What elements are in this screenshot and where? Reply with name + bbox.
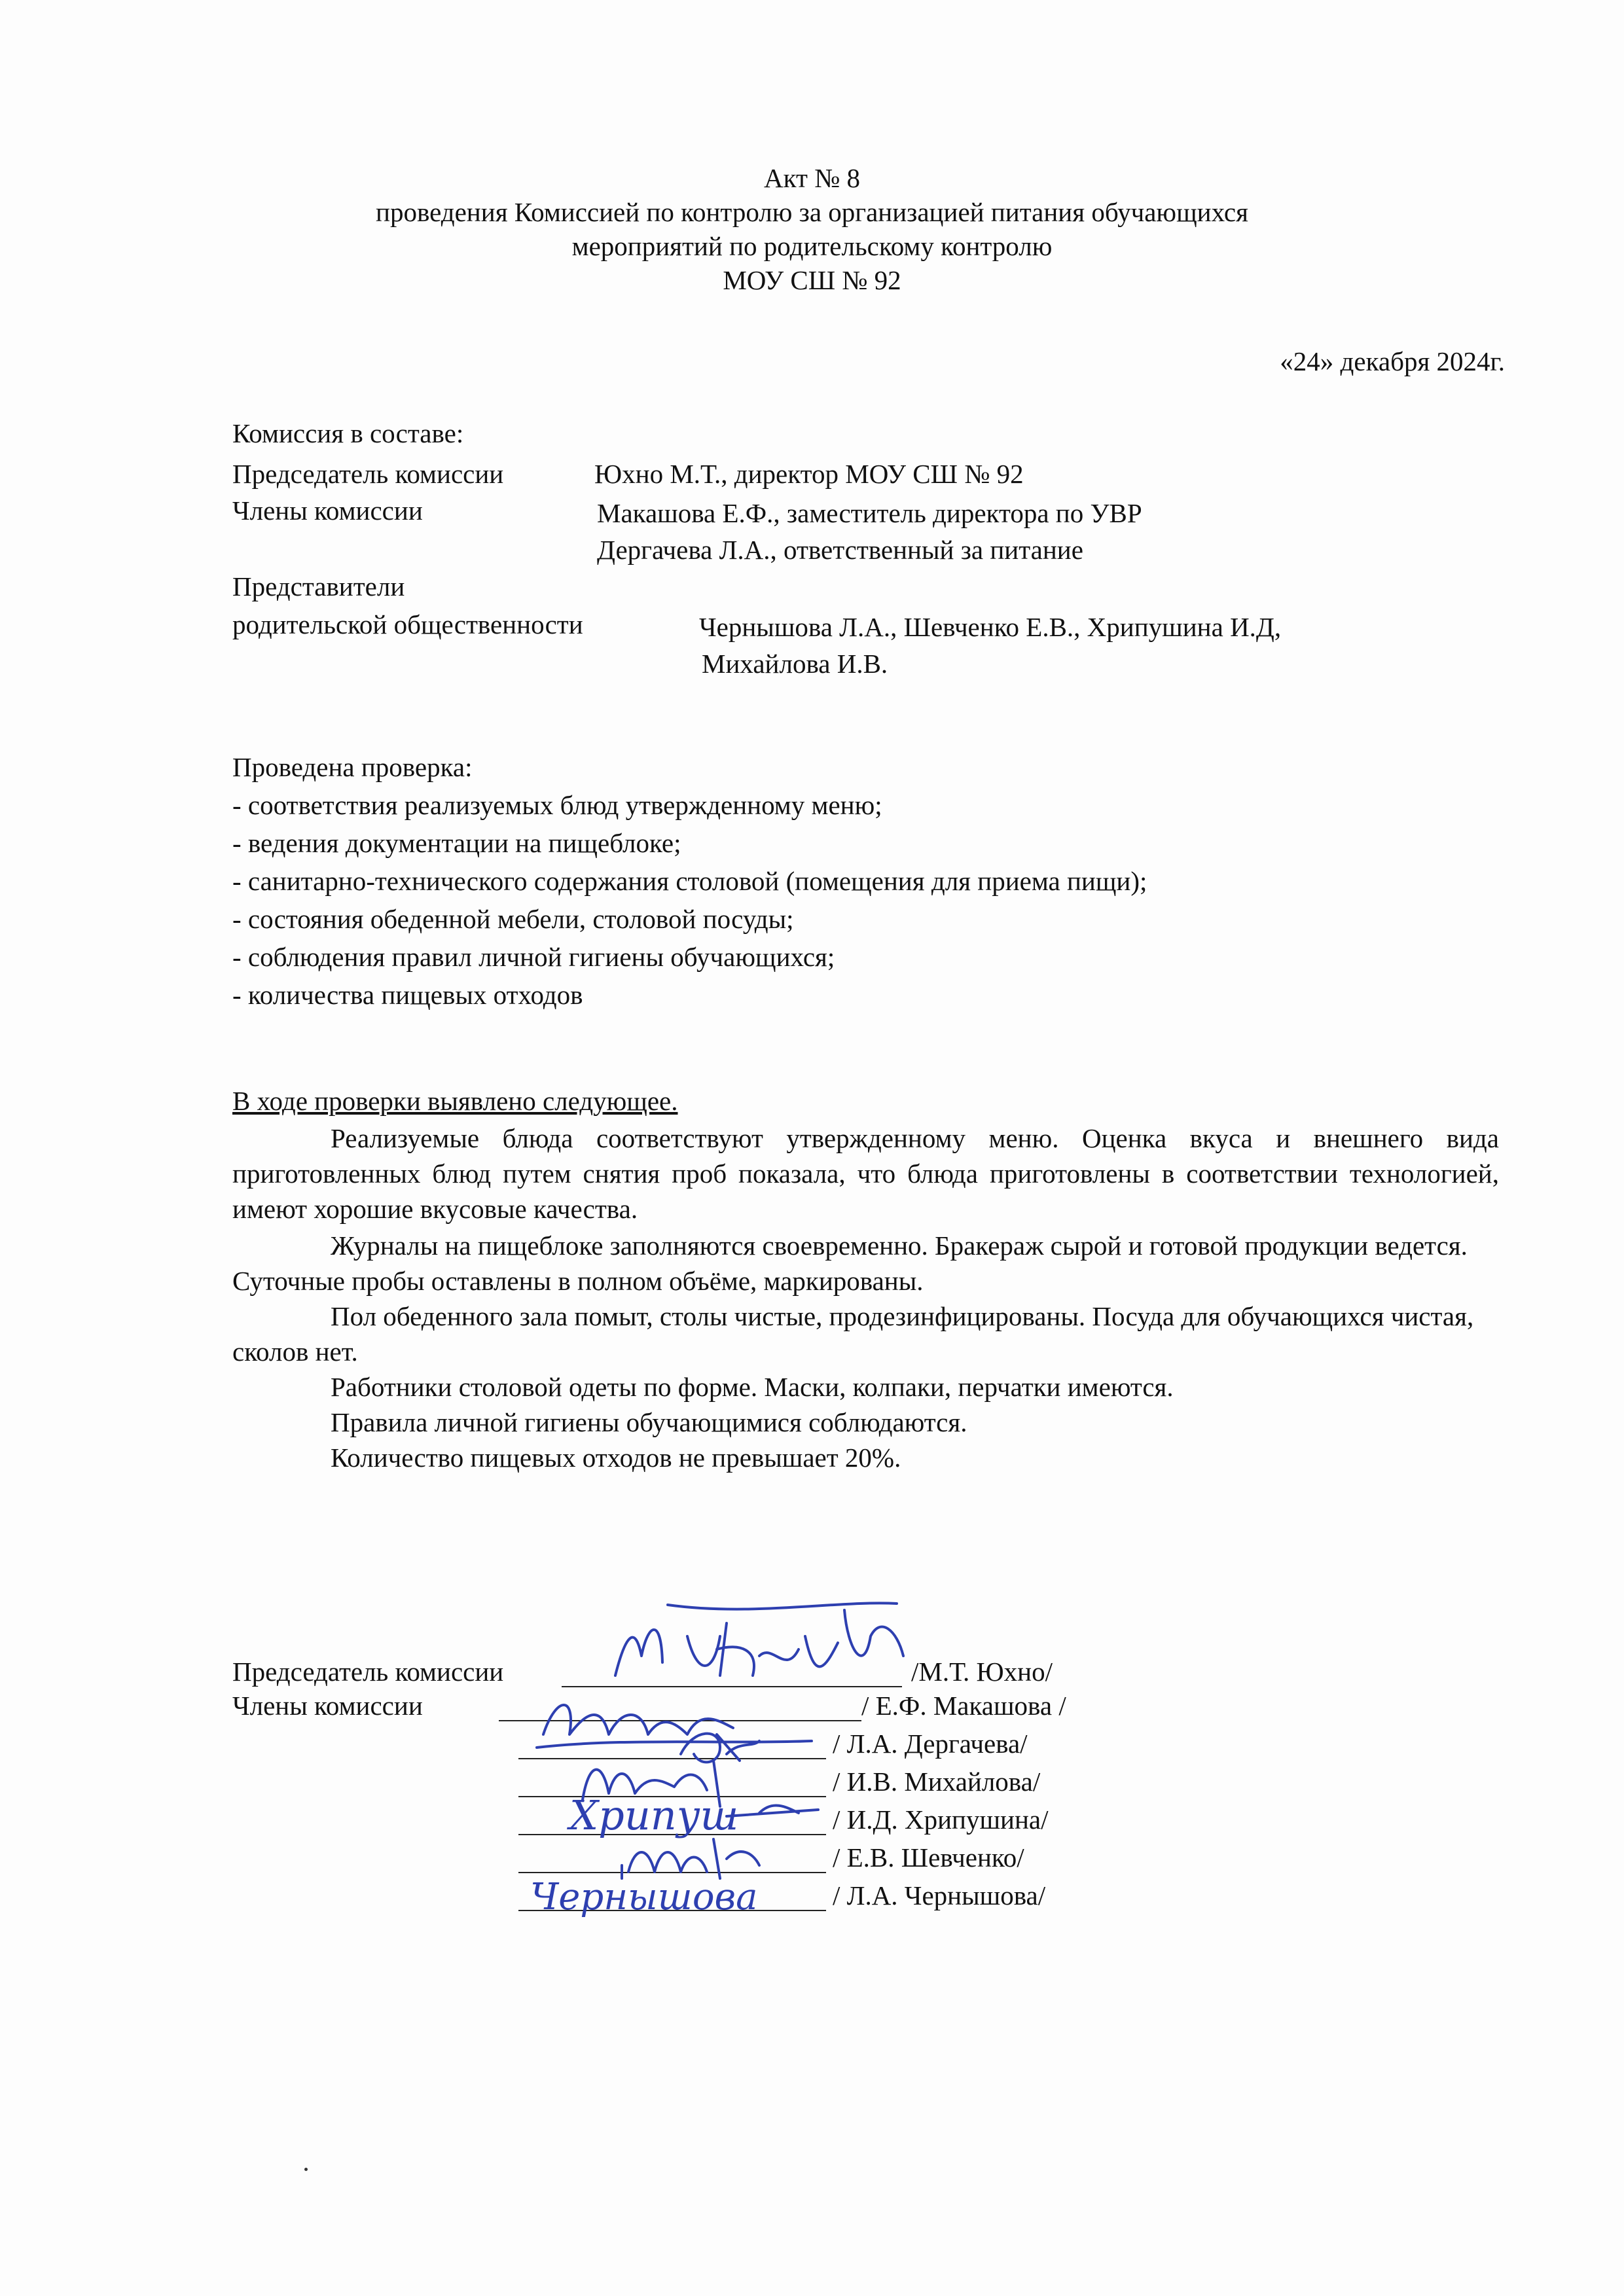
- signature-name: / Е.Ф. Макашова /: [861, 1691, 1066, 1721]
- check-intro: Проведена проверка:: [232, 752, 473, 782]
- check-item: - количества пищевых отходов: [232, 980, 583, 1010]
- signature-name: / И.Д. Хрипушина/: [833, 1804, 1049, 1835]
- members-label: Члены комиссии: [232, 495, 423, 526]
- findings-paragraph: Реализуемые блюда соответствуют утвержденному меню. Оценка вкуса и внешнего вида приготовленных блюд путем снятия проб показала, что блюда приготовлены в соответствии технологией, имеют хорошие вкусовые качества.: [232, 1123, 1499, 1224]
- check-item: - санитарно-технического содержания столовой (помещения для приема пищи);: [232, 866, 1147, 896]
- signature-name: / И.В. Михайлова/: [833, 1767, 1041, 1797]
- signature-chair-handwritten: [589, 1597, 929, 1695]
- check-item: - соблюдения правил личной гигиены обучающихся;: [232, 942, 835, 972]
- signature-name: / Е.В. Шевченко/: [833, 1842, 1024, 1873]
- signature-hripushina-text: Хрипуш: [569, 1791, 739, 1839]
- signature-chair-label: Председатель комиссии: [232, 1657, 504, 1687]
- representatives-value-1: Чернышова Л.А., Шевченко Е.В., Хрипушина И.Д,: [699, 612, 1282, 642]
- signature-members-label: Члены комиссии: [232, 1691, 423, 1721]
- findings-paragraph: Работники столовой одеты по форме. Маски, колпаки, перчатки имеются.: [331, 1372, 1174, 1402]
- findings-paragraph: Пол обеденного зала помыт, столы чистые, продезинфицированы. Посуда для обучающихся чистая, сколов нет.: [232, 1301, 1474, 1367]
- member-1: Макашова Е.Ф., заместитель директора по УВР: [597, 498, 1142, 528]
- chair-value: Юхно М.Т., директор МОУ СШ № 92: [594, 459, 1024, 489]
- findings-paragraph: Правила личной гигиены обучающимися соблюдаются.: [331, 1407, 967, 1437]
- findings-paragraph: Журналы на пищеблоке заполняются своевременно. Бракераж сырой и готовой продукции ведется. Суточные пробы оставлены в полном объёме, маркированы.: [232, 1230, 1468, 1296]
- commission-intro: Комиссия в составе:: [232, 418, 464, 448]
- act-subtitle-line1: проведения Комиссией по контролю за организацией питания обучающихся: [376, 197, 1248, 227]
- act-subtitle-line2: мероприятий по родительскому контролю: [571, 231, 1053, 261]
- representatives-label-1: Представители: [232, 571, 405, 601]
- signature-chernyshova-handwritten: [524, 1869, 812, 1928]
- check-item: - ведения документации на пищеблоке;: [232, 828, 681, 858]
- chair-label: Председатель комиссии: [232, 459, 504, 489]
- signature-name: /М.Т. Юхно/: [911, 1657, 1053, 1687]
- school-name: МОУ СШ № 92: [723, 265, 901, 295]
- findings-heading: В ходе проверки выявлено следующее.: [232, 1086, 678, 1116]
- signature-name: / Л.А. Чернышова/: [833, 1880, 1046, 1910]
- findings-paragraph: Количество пищевых отходов не превышает 20%.: [331, 1443, 901, 1473]
- act-title: Акт № 8: [763, 163, 861, 193]
- signature-name: / Л.А. Дергачева/: [833, 1729, 1028, 1759]
- signature-chernyshova-text: Чернышова: [530, 1876, 758, 1918]
- scan-speck: [304, 2168, 308, 2171]
- member-2: Дергачева Л.А., ответственный за питание: [597, 535, 1083, 565]
- act-date: «24» декабря 2024г.: [1280, 346, 1505, 376]
- check-item: - соответствия реализуемых блюд утвержденному меню;: [232, 790, 882, 820]
- representatives-label-2: родительской общественности: [232, 609, 583, 639]
- check-item: - состояния обеденной мебели, столовой посуды;: [232, 904, 794, 934]
- representatives-value-2: Михайлова И.В.: [702, 649, 888, 679]
